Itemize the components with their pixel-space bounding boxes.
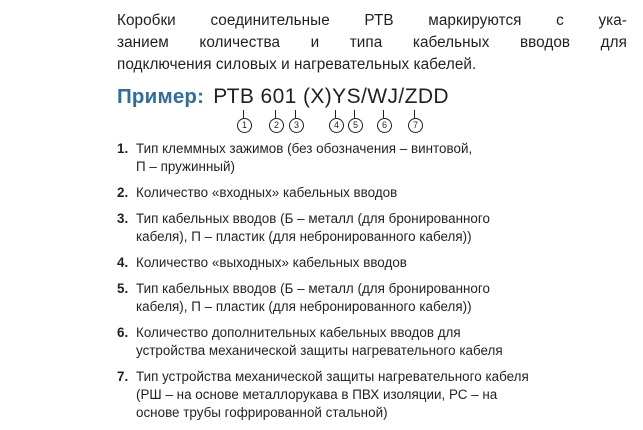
marker-number: 6 — [377, 118, 392, 133]
intro-word: количества — [199, 34, 281, 51]
intro-word: для — [600, 34, 627, 51]
intro-word: вводов — [519, 34, 571, 51]
legend-item-text — [136, 368, 529, 422]
example-row — [117, 85, 627, 109]
legend-item — [117, 280, 627, 316]
legend-item-line: Количество «входных» кабельных вводов — [136, 185, 398, 200]
legend-item-number: 5. — [117, 281, 129, 296]
legend-item-line: устройства механической защиты нагревательного кабеля — [136, 343, 503, 358]
legend-item — [117, 184, 627, 202]
legend-item-text — [136, 140, 472, 176]
legend-item — [117, 368, 627, 422]
intro-word: маркируются — [428, 12, 522, 29]
intro-word: занием — [117, 34, 169, 51]
legend-item-number: 3. — [117, 211, 129, 226]
legend-item — [117, 254, 627, 272]
legend-item-number: 2. — [117, 185, 129, 200]
legend-item-line: Тип кабельных вводов (Б – металл (для бронированного — [136, 281, 490, 296]
marker-tick — [414, 110, 415, 118]
marker-number: 2 — [269, 118, 284, 133]
legend-item-text — [136, 254, 407, 272]
legend-item-text — [136, 280, 490, 316]
intro-word: ука- — [598, 12, 627, 29]
intro-line-2 — [117, 32, 627, 54]
intro-word: РТВ — [364, 12, 394, 29]
legend-item-line: Количество «выходных» кабельных вводов — [136, 255, 407, 270]
legend-item — [117, 324, 627, 360]
legend-item-line: основе трубы гофрированной стальной) — [136, 405, 388, 420]
legend-item-line: Тип клеммных зажимов (без обозначения – винтовой, — [136, 141, 473, 156]
intro-word: и — [310, 34, 320, 51]
intro-word: Коробки — [117, 12, 176, 29]
legend-item-number: 7. — [117, 369, 129, 384]
legend-item-line: П – пружинный) — [136, 159, 235, 174]
example-code: РТВ 601 (Х)YS/WJ/ZDD — [213, 85, 449, 108]
legend-item — [117, 210, 627, 246]
intro-word: соединительные — [210, 12, 330, 29]
marker-tick — [383, 110, 384, 118]
marker-number: 1 — [237, 118, 252, 133]
legend-item-line: Количество дополнительных кабельных вводов для — [136, 325, 461, 340]
marker-callouts — [117, 110, 627, 138]
intro-word: с — [556, 12, 564, 29]
marker-number: 3 — [289, 118, 304, 133]
legend-item-line: кабеля), П – пластик (для небронированного кабеля)) — [136, 229, 472, 244]
legend-list — [117, 140, 627, 422]
legend-item — [117, 140, 627, 176]
legend-item-number: 4. — [117, 255, 129, 270]
intro-line-1 — [117, 10, 627, 32]
legend-item-line: (РШ – на основе металлорукава в ПВХ изоляции, РС – на — [136, 387, 498, 402]
legend-item-text — [136, 324, 503, 360]
marker-tick — [275, 110, 276, 118]
legend-item-line: кабеля), П – пластик (для небронированного кабеля)) — [136, 299, 472, 314]
marker-number: 5 — [348, 118, 363, 133]
document-content — [117, 10, 627, 430]
intro-paragraph — [117, 10, 627, 76]
legend-item-number: 1. — [117, 141, 129, 156]
marker-tick — [354, 110, 355, 118]
legend-item-line: Тип устройства механической защиты нагревательного кабеля — [136, 369, 529, 384]
legend-item-text — [136, 184, 397, 202]
marker-number: 4 — [329, 118, 344, 133]
marker-tick — [243, 110, 244, 118]
example-label: Пример: — [117, 85, 205, 108]
marker-tick — [335, 110, 336, 118]
intro-word: типа — [349, 34, 383, 51]
legend-item-text — [136, 210, 490, 246]
intro-line-3: подключения силовых и нагревательных кабелей. — [117, 56, 477, 73]
marker-tick — [295, 110, 296, 118]
intro-word: кабельных — [412, 34, 490, 51]
legend-item-line: Тип кабельных вводов (Б – металл (для бронированного — [136, 211, 490, 226]
legend-item-number: 6. — [117, 325, 129, 340]
marker-number: 7 — [408, 118, 423, 133]
